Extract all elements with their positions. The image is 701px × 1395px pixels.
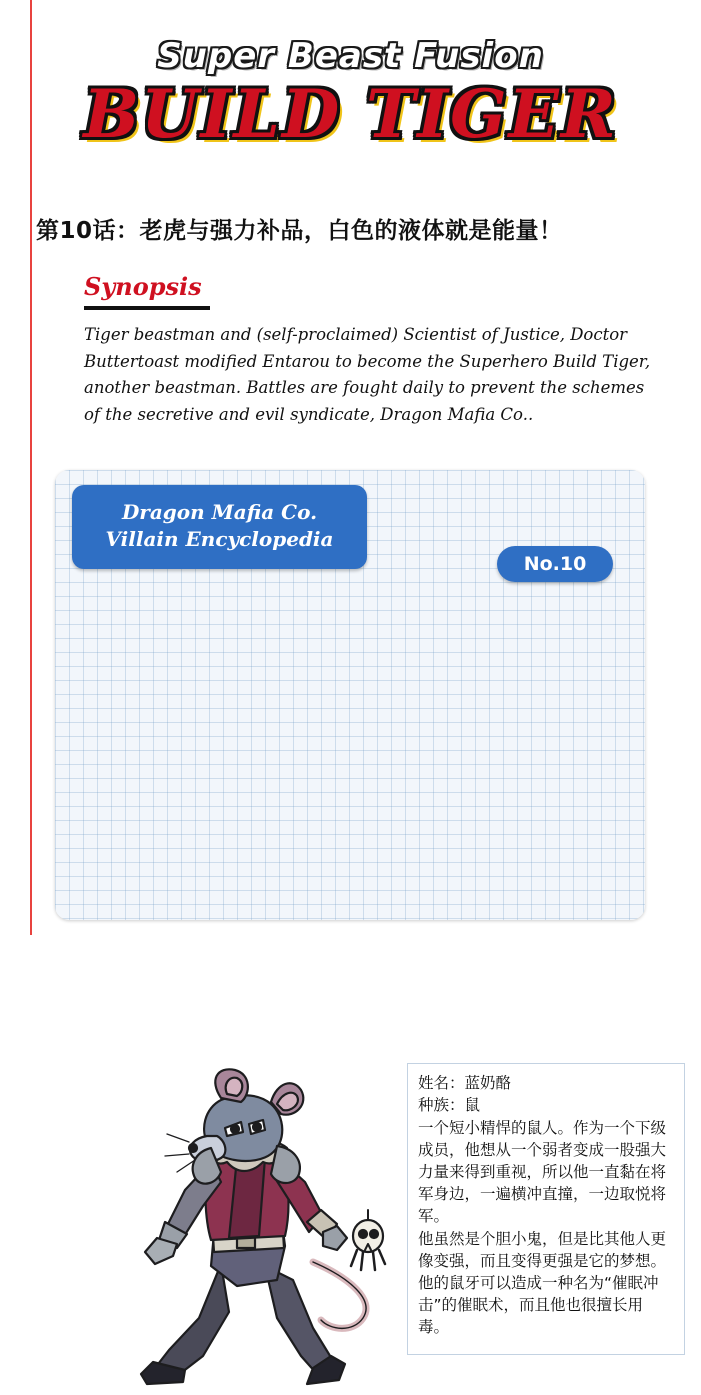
chapter-heading: 第10话：老虎与强力补品，白色的液体就是能量！	[36, 218, 563, 244]
villain-description-1: 一个短小精悍的鼠人。作为一个下级成员，他想从一个弱者变成一股强大力量来得到重视，所以他一直黏在将军身边，一遍横冲直撞，一边取悦将军。	[418, 1119, 667, 1225]
villain-name-line: 姓名：蓝奶酪	[418, 1074, 512, 1092]
synopsis-divider	[84, 306, 210, 310]
character-illustration	[125, 1050, 415, 1395]
series-title: BUILD TIGER	[83, 75, 618, 154]
villain-species-line: 种族：鼠	[418, 1096, 481, 1114]
synopsis-label: Synopsis	[84, 272, 202, 301]
villain-profile-panel	[407, 1063, 685, 1355]
synopsis-text: Tiger beastman and (self-proclaimed) Scientist of Justice, Doctor Buttertoast modified Entarou to become the Superhero Build Tiger, another beastman. Battles are fought daily to prevent the schemes of the secretive and evil syndicate, Dragon Mafia Co..	[84, 325, 651, 425]
card-title-line2: Villain Encyclopedia	[105, 527, 334, 551]
title-block	[0, 36, 701, 154]
card-number-badge: No.10	[497, 546, 613, 582]
card-title-badge	[72, 485, 367, 569]
series-subtitle: Super Beast Fusion	[157, 36, 544, 76]
villain-description-2: 他虽然是个胆小鬼，但是比其他人更像变强，而且变得更强是它的梦想。他的鼠牙可以造成一种名为“催眠冲击”的催眠术，而且他也很擅长用毒。	[418, 1230, 667, 1336]
card-title-line1: Dragon Mafia Co.	[121, 500, 318, 524]
